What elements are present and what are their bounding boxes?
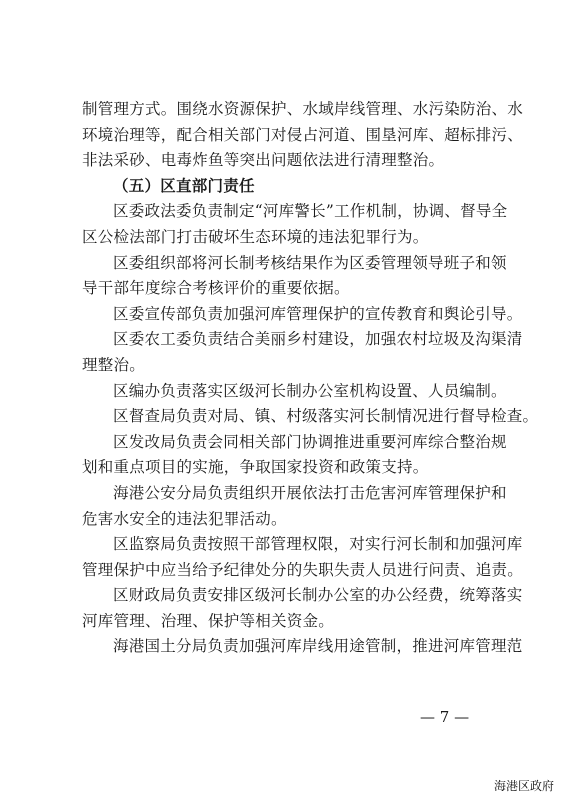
paragraph-line: 区委政法委负责制定“河库警长”工作机制，协调、督导全 (113, 202, 508, 221)
paragraph-line: 区委组织部将河长制考核结果作为区委管理领导班子和领 (113, 253, 507, 272)
paragraph-line: 划和重点项目的实施，争取国家投资和政策支持。 (82, 458, 429, 477)
paragraph-line: 海港国土分局负责加强河库岸线用途管制，推进河库管理范 (113, 637, 523, 656)
paragraph-line: 区委宣传部负责加强河库管理保护的宣传教育和舆论引导。 (113, 304, 523, 323)
paragraph-line: 区财政局负责安排区级河长制办公室的办公经费，统筹落实 (113, 586, 523, 605)
paragraph-line: 区督查局负责对局、镇、村级落实河长制情况进行督导检查。 (113, 407, 539, 426)
section-heading: （五）区直部门责任 (113, 176, 255, 195)
paragraph-line: 区发改局负责会同相关部门协调推进重要河库综合整治规 (113, 432, 507, 451)
paragraph-line: 危害水安全的违法犯罪活动。 (82, 509, 287, 528)
paragraph-line: 河库管理、治理、保护等相关资金。 (82, 611, 335, 630)
document-body (82, 98, 539, 661)
paragraph-line: 理整治。 (82, 355, 146, 374)
paragraph-line: 区编办负责落实区级河长制办公室机构设置、人员编制。 (113, 381, 507, 400)
paragraph-line: 区公检法部门打击破坏生态环境的违法犯罪行为。 (82, 227, 429, 246)
paragraph-line: 区监察局负责按照干部管理权限，对实行河长制和加强河库 (113, 535, 523, 554)
paragraph-line: 海港公安分局负责组织开展依法打击危害河库管理保护和 (113, 483, 507, 502)
paragraph-line: 管理保护中应当给予纪律处分的失职失责人员进行问责、追责。 (82, 560, 524, 579)
page-number: — 7 — (420, 708, 470, 726)
paragraph-line: 区委农工委负责结合美丽乡村建设，加强农村垃圾及沟渠清 (113, 330, 523, 349)
watermark-label: 海港区政府 (493, 779, 554, 793)
paragraph-line: 制管理方式。围绕水资源保护、水域岸线管理、水污染防治、水 (82, 100, 524, 118)
paragraph-line: 非法采砂、电毒炸鱼等突出问题依法进行清理整治。 (82, 151, 445, 170)
paragraph-line: 导干部年度综合考核评价的重要依据。 (82, 279, 350, 298)
paragraph-line: 环境治理等，配合相关部门对侵占河道、围垦河库、超标排污、 (82, 125, 524, 144)
